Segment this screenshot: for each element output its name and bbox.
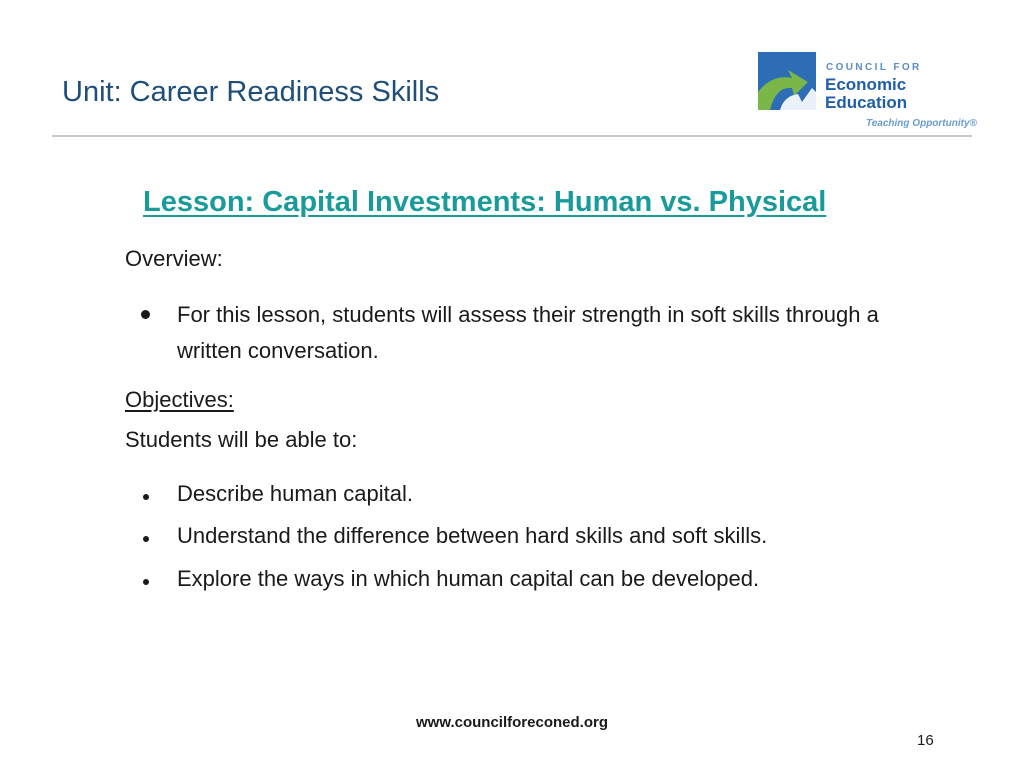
footer-url: www.councilforeconed.org: [416, 714, 608, 731]
objective-item: Understand the difference between hard skills and soft skills.: [177, 523, 768, 548]
page-number: 16: [917, 732, 934, 749]
overview-label: Overview:: [125, 246, 223, 271]
cee-logo-icon: [758, 52, 816, 110]
objective-bullet: [143, 536, 149, 542]
unit-title: Unit: Career Readiness Skills: [62, 76, 440, 108]
council-logo: [758, 52, 977, 136]
logo-name-line1: Economic: [825, 75, 907, 94]
objective-item: Explore the ways in which human capital can be developed.: [177, 566, 760, 591]
objectives-label: Objectives:: [125, 387, 234, 412]
logo-small-text: COUNCIL FOR: [826, 62, 922, 73]
objective-item: Describe human capital.: [177, 481, 414, 506]
objectives-intro: Students will be able to:: [125, 427, 358, 452]
logo-tagline: Teaching Opportunity®: [866, 118, 977, 129]
header-divider: [52, 135, 972, 137]
lesson-title: Lesson: Capital Investments: Human vs. Physical: [143, 186, 827, 218]
objective-bullet: [143, 494, 149, 500]
overview-bullet: [141, 310, 150, 319]
objective-bullet: [143, 579, 149, 585]
logo-name-line2: Education: [825, 93, 908, 112]
overview-item: For this lesson, students will assess their strength in soft skills through a written conversation.: [177, 302, 879, 363]
